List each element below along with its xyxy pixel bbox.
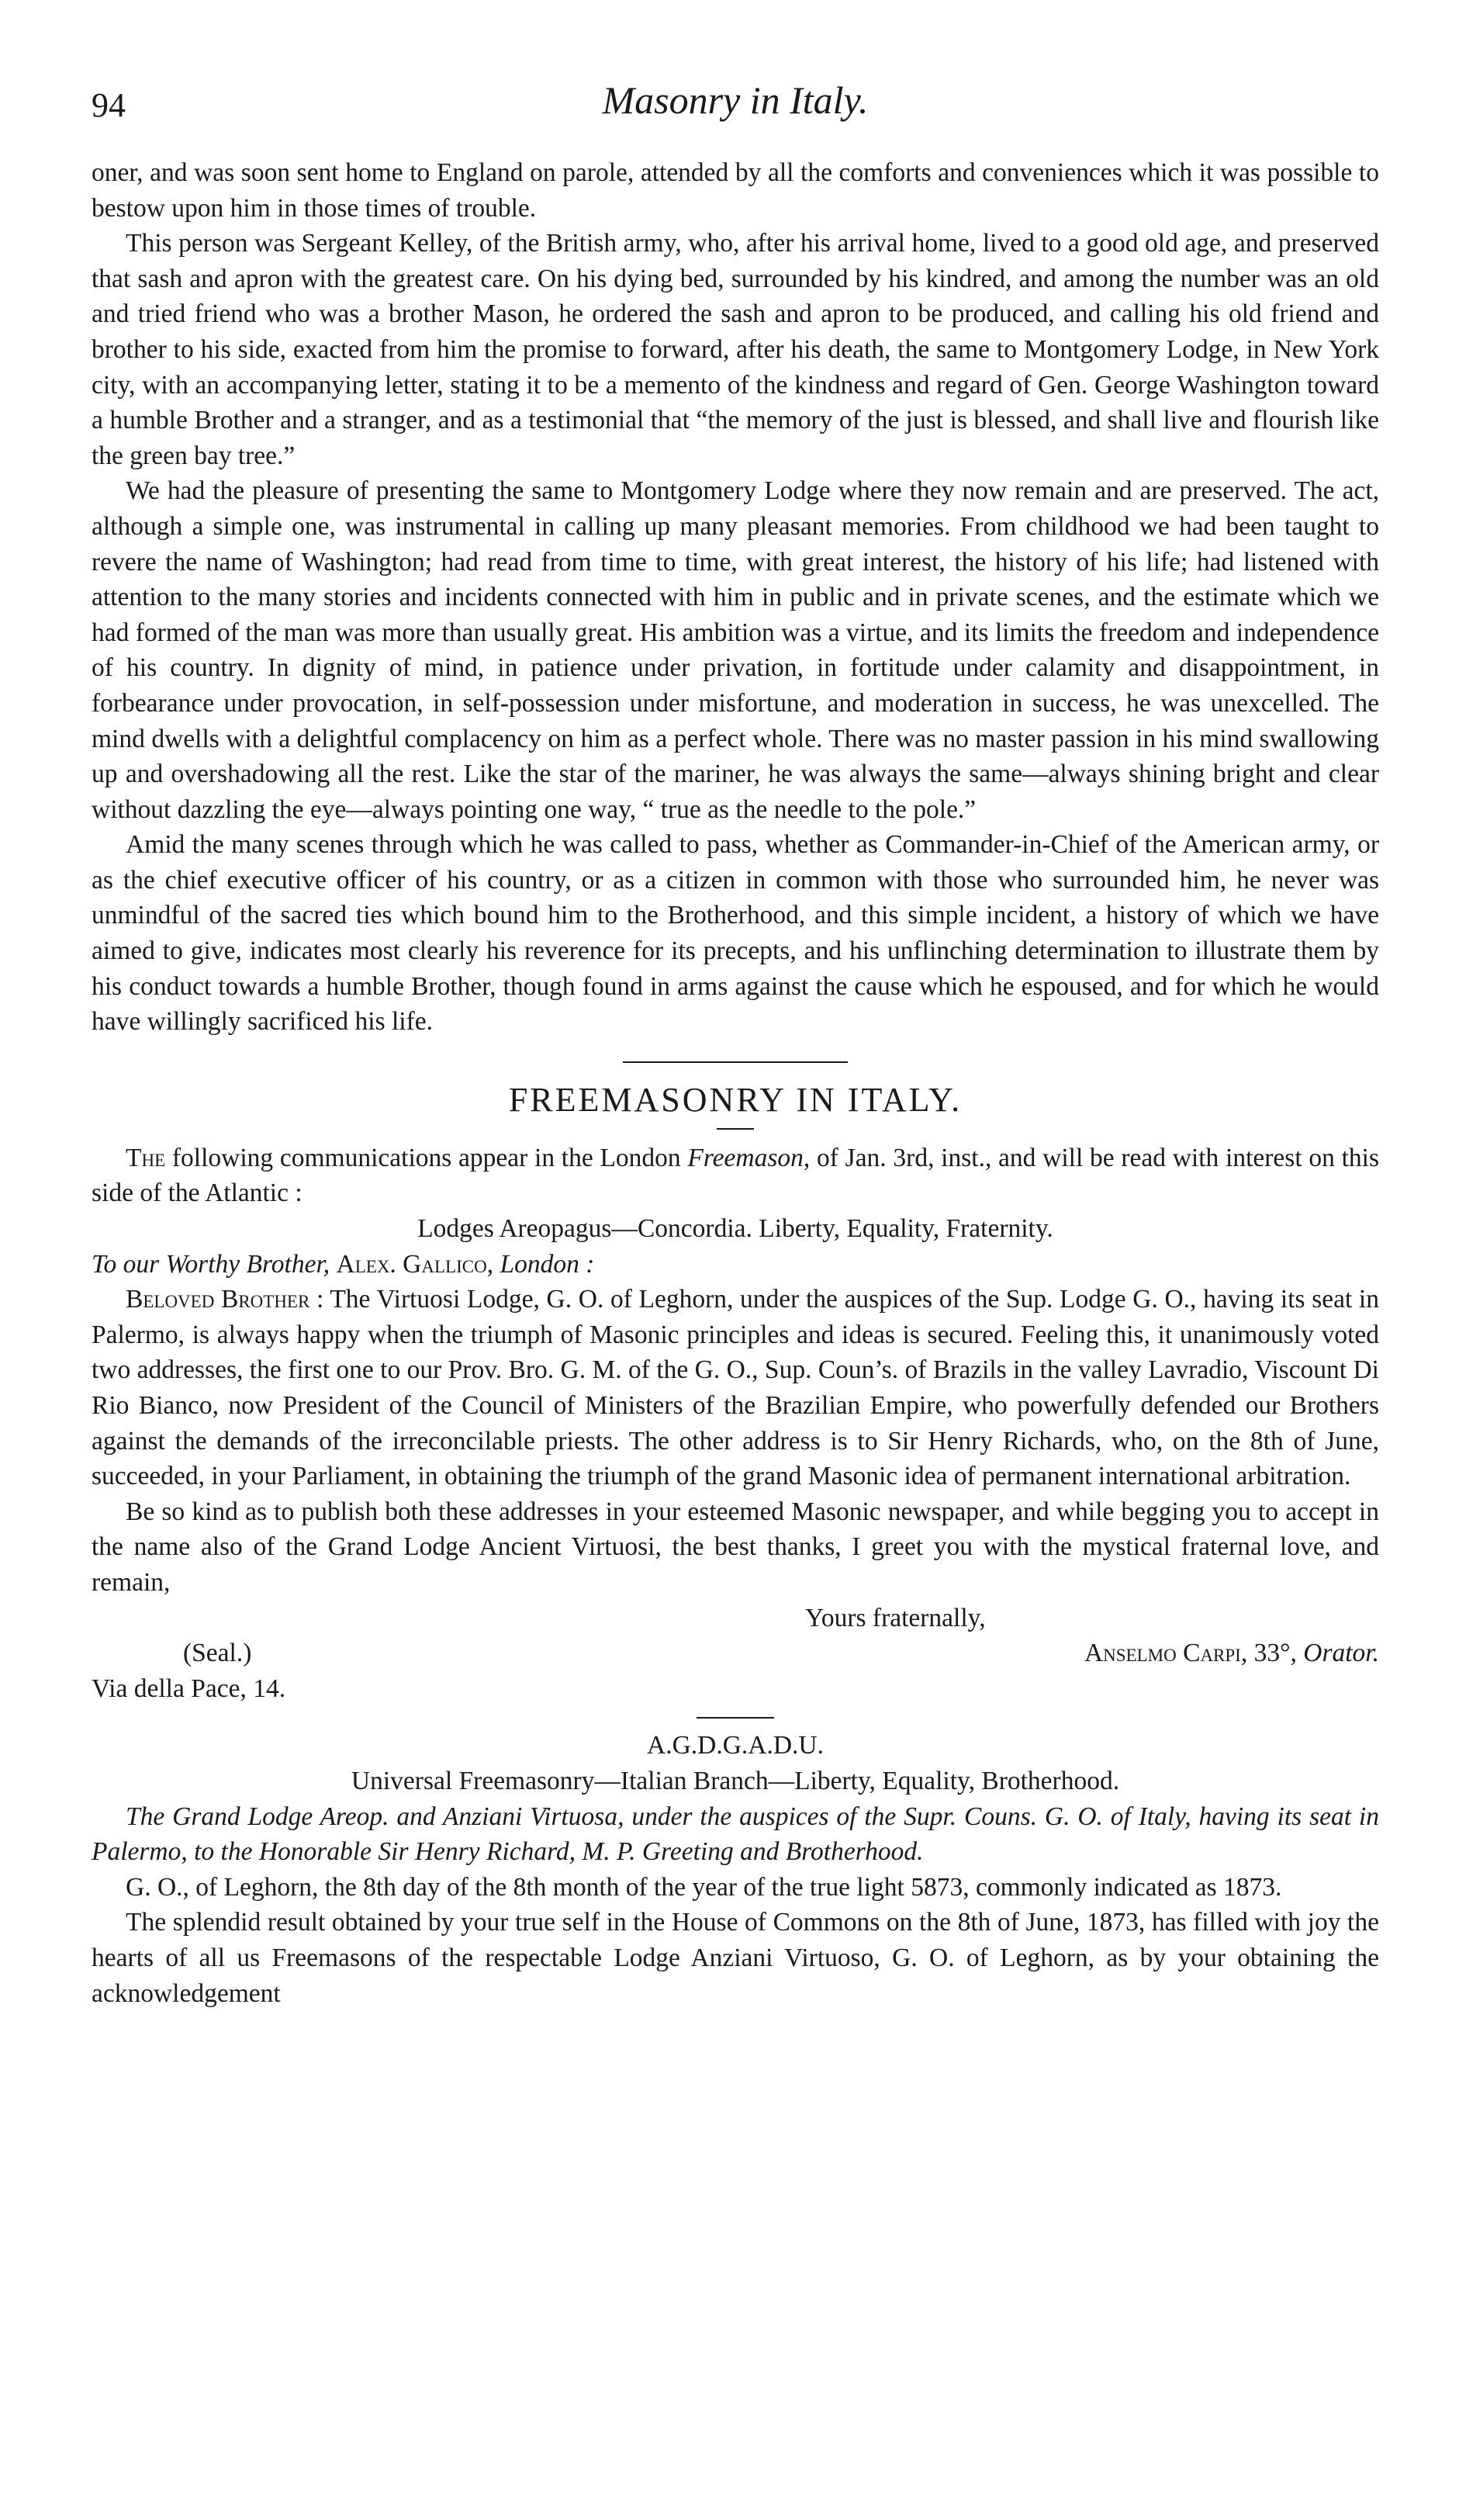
paragraph: The splendid result obtained by your true self in the House of Commons on the 8th of June, 1873, has filled with joy the hearts of all us Freemasons of the respectable Lodge Anziani Virtuoso, G. O. of Leghorn, as by your obtaining the acknowledgement xyxy=(92,1908,1379,2008)
letter-paragraph: Be so kind as to publish both these addresses in your esteemed Masonic newspaper, and while begging you to accept in the name also of the Grand Lodge Ancient Virtuosi, the best thanks, I greet you with the mystical fraternal love, and remain, xyxy=(92,1497,1379,1597)
signer-title: Orator. xyxy=(1303,1639,1379,1668)
lodge-motto: Lodges Areopagus—Concordia. Liberty, Equality, Fraternity. xyxy=(417,1214,1053,1244)
page-number: 94 xyxy=(92,86,126,124)
signer-name: Anselmo Carpi xyxy=(1084,1639,1241,1668)
complimentary-close xyxy=(92,1601,1379,1636)
document-subheading: Universal Freemasonry—Italian Branch—Liberty, Equality, Brotherhood. xyxy=(351,1766,1120,1795)
newspaper-name: Freemason xyxy=(687,1143,804,1172)
intro-lead-word: The xyxy=(126,1143,166,1172)
running-head: Masonry in Italy. xyxy=(602,78,869,122)
addressee-name: Alex. Gallico xyxy=(336,1249,487,1279)
addressee-city: London : xyxy=(500,1249,595,1279)
signer-degree: , 33°, xyxy=(1240,1639,1304,1668)
paragraph: We had the pleasure of presenting the same to Montgomery Lodge where they now remain and are preserved. The act, although a simple one, was instrumental in calling up many pleasant memories. From childhood we had been taught to revere the name of Washington; had read from time to time, with great interest, the history of his life; had listened with attention to the many stories and incidents connected with him in public and in private scenes, and the estimate which we had formed of the man was more than usually great. His ambition was a virtue, and its limits the freedom and independence of his country. In dignity of mind, in patience under privation, in fortitude under calamity and disappointment, in forbearance under provocation, in self-possession under misfortune, and moderation in success, he was unexcelled. The mind dwells with a delightful complacency on him as a perfect whole. There was no master passion in his mind swallowing up and overshadowing all the rest. Like the star of the mariner, he was always the same—always shining bright and clear without dazzling the eye—always pointing one way, “ true as the needle to the pole.” xyxy=(92,476,1379,824)
paragraph: G. O., of Leghorn, the 8th day of the 8th month of the year of the true light 5873, commonly indicated as 1873. xyxy=(126,1872,1282,1902)
addressee-sep: , xyxy=(486,1249,500,1279)
section-divider xyxy=(623,1061,848,1063)
intro-text-end: , of Jan. 3rd, inst., and will be read with interest on this side of the Atlantic : xyxy=(92,1143,1379,1208)
paragraph: Amid the many scenes through which he was called to pass, whether as Commander-in-Chief of the American army, or as the chief executive officer of his country, or as a citizen in common with those who surrounded him, he never was unmindful of the sacred ties which bound him to the Brotherhood, and this simple incident, a history of which we have aimed to give, indicates most clearly his reverence for its precepts, and his unflinching determination to illustrate them by his conduct towards a humble Brother, though found in arms against the cause which he espoused, and for which he would have willingly sacrificed his life. xyxy=(92,830,1379,1037)
section-divider xyxy=(697,1717,774,1719)
page xyxy=(92,78,1379,2011)
addressee-prefix: To our Worthy Brother, xyxy=(92,1249,337,1279)
seal-label: (Seal.) xyxy=(183,1639,252,1668)
letter-body: The Virtuosi Lodge, G. O. of Leghorn, under the auspices of the Sup. Lodge G. O., having its seat in Palermo, is always happy when the triumph of Masonic principles and ideas is secured. Feeling this, it unanimously voted two addresses, the first one to our Prov. Bro. G. M. of the G. O., Sup. Coun’s. of Brazils in the valley Lavradio, Viscount Di Rio Bianco, now President of the Council of Ministers of the Brazilian Empire, who powerfully defended our Brothers against the demands of the irreconcilable priests. The other address is to Sir Henry Richards, who, on the 8th of June, succeeded, in your Parliament, in obtaining the triumph of the grand Masonic idea of permanent international arbitration. xyxy=(92,1285,1379,1491)
paragraph: This person was Sergeant Kelley, of the British army, who, after his arrival home, lived to a good old age, and preserved that sash and apron with the greatest care. On his dying bed, surrounded by his kindred, and among the number was an old and tried friend who was a brother Mason, he ordered the sash and apron to be produced, and calling his old friend and brother to his side, exacted from him the promise to forward, after his death, the same to Montgomery Lodge, in New York city, with an accompanying letter, stating it to be a memento of the kindness and regard of Gen. George Washington toward a humble Brother and a stranger, and as a testimonial that “the memory of the just is blessed, and shall live and flourish like the green bay tree.” xyxy=(92,229,1379,470)
signature-row xyxy=(92,1636,1379,1671)
page-body xyxy=(92,155,1379,2011)
title-rule xyxy=(717,1128,754,1130)
intro-paragraph xyxy=(92,1141,1379,1211)
intro-text: following communications appear in the London xyxy=(165,1143,688,1172)
document-heading: A.G.D.G.A.D.U. xyxy=(647,1731,824,1760)
section-title: FREEMASONRY IN ITALY. xyxy=(508,1080,963,1119)
addressee-line xyxy=(92,1247,1379,1282)
address-line: Via della Pace, 14. xyxy=(92,1674,286,1703)
letter-paragraph xyxy=(92,1282,1379,1494)
yours-fraternally: Yours fraternally, xyxy=(805,1603,986,1632)
greeting-paragraph: The Grand Lodge Areop. and Anziani Virtuosa, under the auspices of the Supr. Couns. G. O. of Italy, having its seat in Palermo, to the Honorable Sir Henry Richard, M. P. Greeting and Brotherhood. xyxy=(92,1802,1379,1867)
page-header xyxy=(92,78,1379,140)
salutation: Beloved Brother : xyxy=(126,1285,324,1314)
paragraph: oner, and was soon sent home to England on parole, attended by all the comforts and conveniences which it was possible to bestow upon him in those times of trouble. xyxy=(92,158,1379,223)
signer xyxy=(1084,1636,1379,1671)
